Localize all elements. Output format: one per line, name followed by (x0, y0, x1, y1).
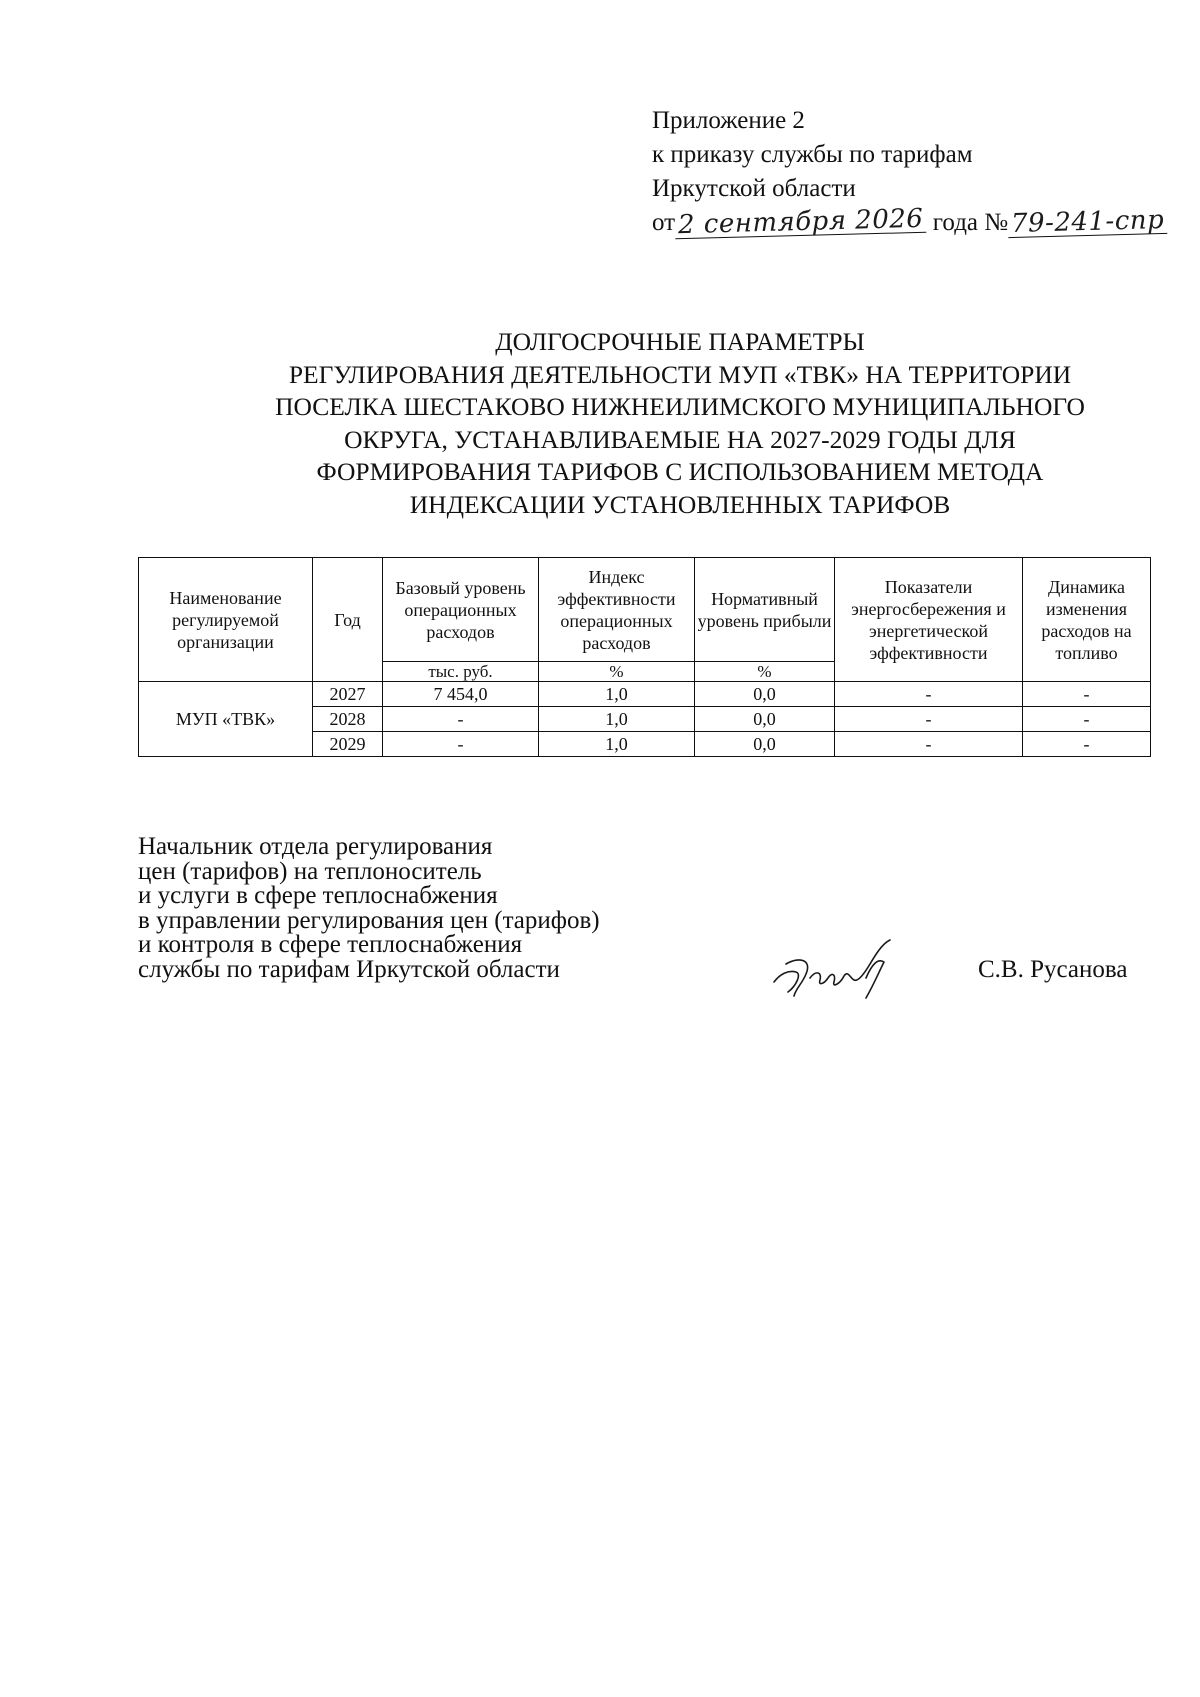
cell-fuel: - (1023, 682, 1151, 707)
cell-index: 1,0 (539, 732, 695, 757)
handwritten-signature (766, 934, 916, 1004)
order-line (652, 203, 1172, 241)
header-efficiency-index: Индекс эффективности операционных расходов (539, 558, 695, 662)
cell-year: 2028 (313, 707, 383, 732)
signer-line: службы по тарифам Иркутской области (138, 955, 560, 983)
cell-index: 1,0 (539, 682, 695, 707)
header-fuel-dynamics: Динамика изменения расходов на топливо (1023, 558, 1151, 682)
appendix-line-3: Иркутской области (652, 175, 856, 202)
appendix-line-2: к приказу службы по тарифам (652, 141, 973, 168)
title-line: РЕГУЛИРОВАНИЯ ДЕЯТЕЛЬНОСТИ МУП «ТВК» НА ТЕРРИТОРИИ (288, 359, 1072, 389)
title-line: ОКРУГА, УСТАНАВЛИВАЕМЫЕ НА 2027-2029 ГОДЫ ДЛЯ (344, 424, 1016, 454)
cell-fuel: - (1023, 707, 1151, 732)
parameters-table (138, 557, 1151, 757)
order-date-handwritten: 2 сентября 2026 (675, 206, 927, 240)
document-title (150, 326, 1200, 521)
cell-base: - (383, 732, 539, 757)
table-row (139, 682, 1151, 707)
signer-name: С.В. Русанова (978, 956, 1128, 983)
appendix-header (652, 104, 1172, 240)
appendix-line-1: Приложение 2 (652, 107, 805, 134)
table-header-row (139, 558, 1151, 662)
unit-index: % (539, 662, 695, 682)
cell-profit: 0,0 (695, 682, 835, 707)
order-prefix: от (652, 209, 676, 236)
title-line: ДОЛГОСРОЧНЫЕ ПАРАМЕТРЫ (495, 327, 865, 356)
cell-energy: - (835, 682, 1023, 707)
header-organization: Наименование регулируемой организации (139, 558, 313, 682)
cell-energy: - (835, 732, 1023, 757)
cell-base: 7 454,0 (383, 682, 539, 707)
cell-organization: МУП «ТВК» (139, 682, 313, 757)
order-mid: года № (926, 209, 1009, 236)
cell-profit: 0,0 (695, 732, 835, 757)
signer-line: и услуги в сфере теплоснабжения (138, 882, 498, 909)
order-number-handwritten: 79-241-спр (1008, 207, 1168, 238)
cell-year: 2029 (313, 732, 383, 757)
title-line: ФОРМИРОВАНИЯ ТАРИФОВ С ИСПОЛЬЗОВАНИЕМ МЕТОДА (316, 457, 1044, 486)
cell-index: 1,0 (539, 707, 695, 732)
cell-fuel: - (1023, 732, 1151, 757)
signer-line: и контроля в сфере теплоснабжения (138, 931, 523, 958)
header-energy-saving: Показатели энергосбережения и энергетической эффективности (835, 558, 1023, 682)
cell-base: - (383, 707, 539, 732)
signer-line: в управлении регулирования цен (тарифов) (138, 906, 600, 934)
title-line: ИНДЕКСАЦИИ УСТАНОВЛЕННЫХ ТАРИФОВ (409, 489, 951, 519)
cell-profit: 0,0 (695, 707, 835, 732)
signer-position (138, 835, 698, 982)
unit-base: тыс. руб. (383, 662, 539, 682)
header-profit-level: Нормативный уровень прибыли (695, 558, 835, 662)
header-year: Год (313, 558, 383, 682)
title-line: ПОСЕЛКА ШЕСТАКОВО НИЖНЕИЛИМСКОГО МУНИЦИПАЛЬНОГО (275, 392, 1085, 421)
cell-year: 2027 (313, 682, 383, 707)
unit-profit: % (695, 662, 835, 682)
signer-line: цен (тарифов) на теплоноситель (138, 857, 482, 885)
header-base-level: Базовый уровень операционных расходов (383, 558, 539, 662)
signer-line: Начальник отдела регулирования (138, 833, 493, 860)
cell-energy: - (835, 707, 1023, 732)
